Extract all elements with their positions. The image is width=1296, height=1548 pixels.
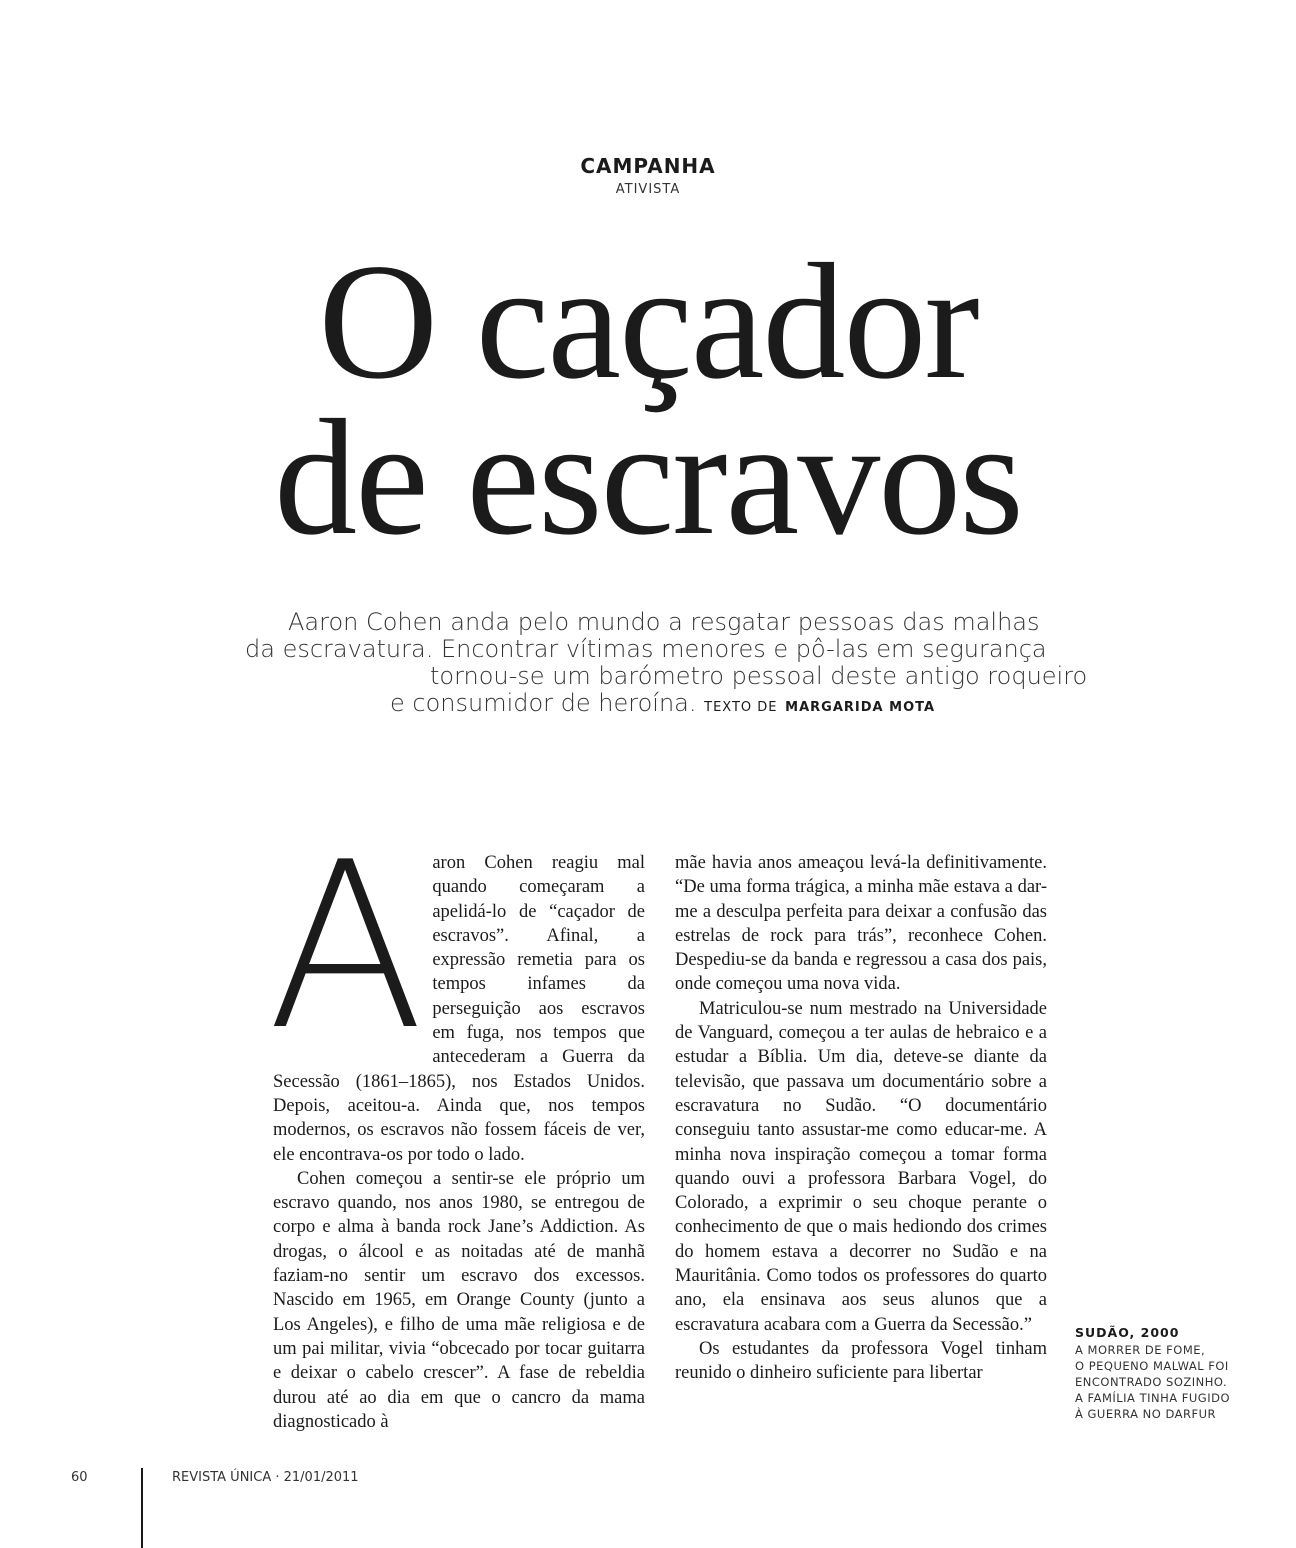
paragraph: Os estudantes da professora Vogel tinham reunido o dinheiro suficiente para libertar [675,1338,1047,1384]
headline-line-2: de escravos [274,385,1022,569]
lead-line-2: da escravatura. Encontrar vítimas menores e pô-las em segurança [245,635,1047,663]
caption-line: À GUERRA NO DARFUR [1075,1407,1216,1421]
publication-info: REVISTA ÚNICA · 21/01/2011 [172,1470,359,1485]
paragraph: aron Cohen reagiu mal quando começaram a apelidá-lo de “caçador de escravos”. Afinal, a expressão remetia para os tempos infames da perseguição aos escravos em fuga, nos tempos que antecederam a Guerra da Secessão (1861–1865), nos Estados Unidos. Depois, aceitou-a. Ainda que, nos tempos modernos, os escravos não fossem fáceis de ver, ele encontrava-os por todo o lado. [273,853,645,1165]
caption-line: O PEQUENO MALWAL FOI [1075,1359,1229,1373]
lead-line-4 [390,690,935,721]
lead-line-3: tornou-se um barómetro pessoal deste antigo roqueiro [430,662,1088,690]
paragraph: Matriculou-se num mestrado na Universidade de Vanguard, começou a ter aulas de hebraico e a estudar a Bíblia. Um dia, deteve-se diante da televisão, que passava um documentário sobre a escravatura no Sudão. “O documentário conseguiu tanto assustar-me como educar-me. A minha nova inspiração começou a tomar forma quando ouvi a professora Barbara Vogel, do Colorado, a exprimir o seu choque perante o conhecimento de que o mais hediondo dos crimes do homem estava a decorrer no Sudão e na Mauritânia. Como todos os professores do quarto ano, ela ensinava aos seus alunos que a escravatura acabara com a Guerra da Secessão.” [675,998,1047,1335]
caption-line: A MORRER DE FOME, [1075,1343,1206,1357]
section-label: CAMPANHA [580,154,716,178]
drop-cap: A [267,814,425,1081]
photo-caption [1075,1325,1275,1422]
lead-line-4-text: e consumidor de heroína. [390,689,697,717]
caption-line: ENCONTRADO SOZINHO. [1075,1375,1228,1389]
article-column-1 [267,814,645,1434]
page-number: 60 [71,1470,88,1485]
paragraph: mãe havia anos ameaçou levá-la definitivamente. “De uma forma trágica, a minha mãe estava a dar-me a desculpa perfeita para deixar a confusão das estrelas de rock para trás”, reconhece Cohen. Despediu-se da banda e regressou a casa dos pais, onde começou uma nova vida. [675,853,1047,995]
subsection-label: ATIVISTA [615,182,681,197]
lead-line-1: Aaron Cohen anda pelo mundo a resgatar pessoas das malhas [288,608,1040,636]
caption-title: SUDÃO, 2000 [1075,1325,1180,1340]
caption-line: A FAMÍLIA TINHA FUGIDO [1075,1391,1231,1405]
article-column-2 [675,851,1047,1386]
headline-line-1: O caçador [318,229,978,413]
footer-divider [141,1468,143,1548]
byline-author: MARGARIDA MOTA [785,700,936,715]
paragraph: Cohen começou a sentir-se ele próprio um escravo quando, nos anos 1980, se entregou de corpo e alma à banda rock Jane’s Addiction. As drogas, o álcool e as noitadas até de manhã faziam-no sentir um escravo dos excessos. Nascido em 1965, em Orange County (junto a Los Angeles), e filho de uma mãe religiosa e de um pai militar, vivia “obcecado por tocar guitarra e deixar o cabelo crescer”. A fase de rebeldia durou até ao dia em que o cancro da mama diagnosticado à [273,1168,645,1432]
byline-label: TEXTO DE [704,700,778,715]
